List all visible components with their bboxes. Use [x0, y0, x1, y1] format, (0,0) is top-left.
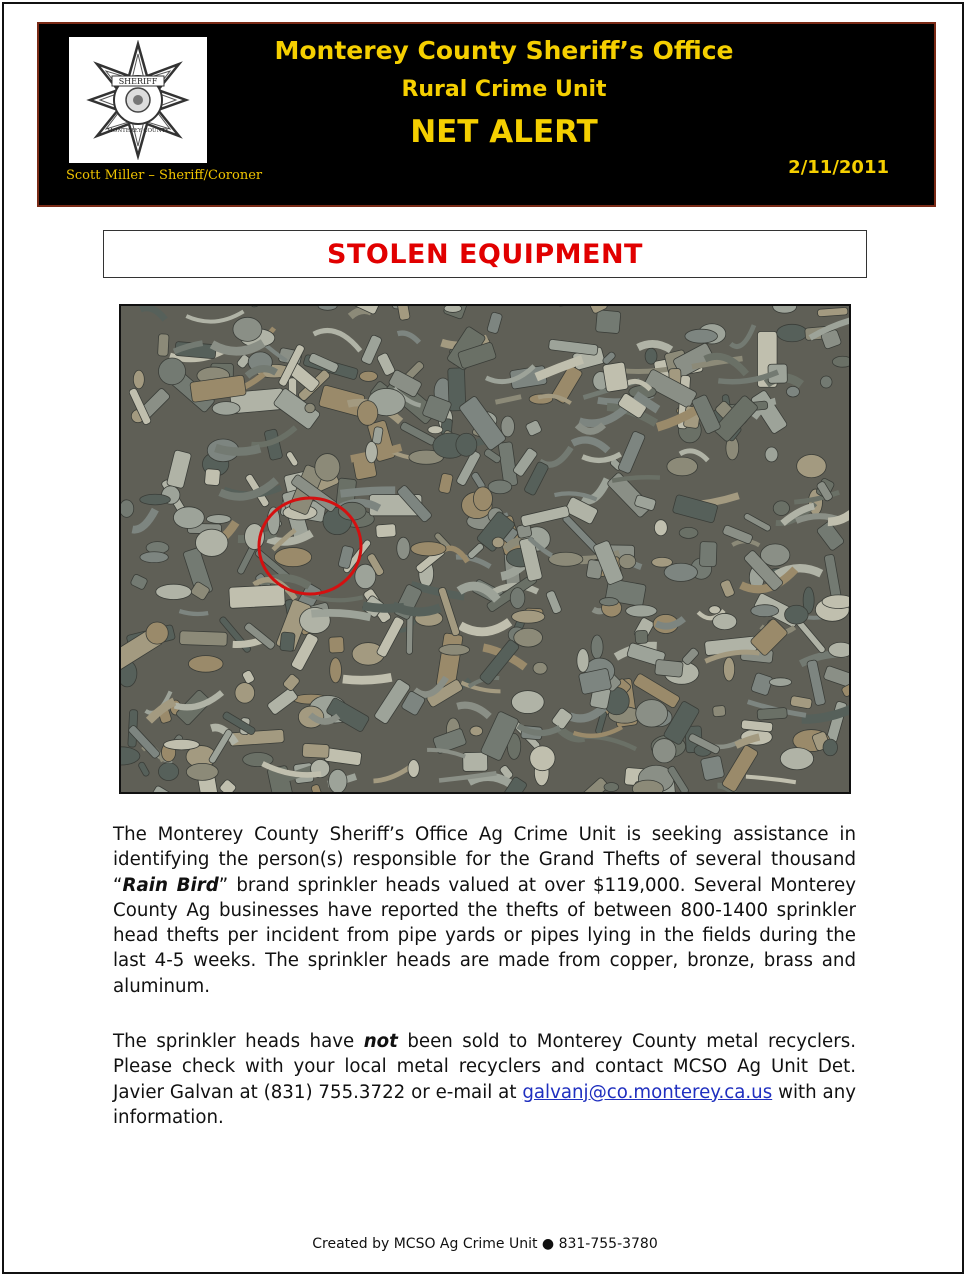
sprinkler-part: [164, 739, 200, 750]
sprinkler-part: [757, 707, 787, 720]
sprinkler-part: [820, 376, 832, 388]
sprinkler-part: [713, 613, 737, 629]
sprinkler-part: [397, 537, 410, 559]
sprinkler-part: [751, 605, 779, 617]
sprinkler-part: [439, 644, 470, 655]
sprinkler-part: [473, 487, 492, 511]
sprinkler-part: [679, 527, 698, 538]
sprinkler-part: [204, 469, 220, 486]
sprinkler-part: [514, 628, 543, 647]
alert-date: 2/11/2011: [788, 157, 889, 178]
sprinkler-part: [215, 448, 260, 452]
sprinkler-part: [786, 386, 799, 397]
sprinkler-part: [315, 454, 340, 481]
p1-text-b: ” brand sprinkler heads valued at over $119,000. Several Monterey County Ag businesses have reported the thefts of between 800-1400 sprinkler head thefts per incident from pipe yards or pipes lying in the fields during the last 4-5 weeks. The sprinkler heads are made from copper, bronze, brass and aluminum.: [113, 874, 856, 997]
sprinkler-part: [212, 402, 240, 416]
sprinkler-part: [359, 371, 377, 381]
office-name: Monterey County Sheriff’s Office: [274, 36, 734, 65]
sprinkler-part: [376, 524, 397, 538]
sprinkler-part: [769, 678, 791, 687]
sprinkler-part: [311, 613, 370, 617]
sprinkler-part: [444, 306, 461, 312]
sprinkler-part: [146, 622, 168, 644]
sprinkler-part: [709, 606, 721, 614]
sprinkler-part: [158, 763, 178, 781]
sprinkler-part: [411, 542, 446, 556]
sprinkler-part: [206, 515, 231, 524]
badge-top-text: SHERIFF: [118, 77, 158, 86]
sprinkler-part: [636, 700, 668, 727]
sheriff-name: Scott Miller – Sheriff/Coroner: [66, 168, 263, 183]
sprinkler-part: [366, 441, 378, 462]
sprinkler-part: [785, 605, 809, 624]
sprinkler-part: [511, 691, 544, 714]
sprinkler-part: [121, 500, 134, 518]
sprinkler-part: [626, 605, 657, 617]
sprinkler-part: [577, 649, 589, 673]
alert-type: NET ALERT: [410, 114, 598, 150]
sprinkler-part: [828, 642, 849, 657]
sprinkler-part: [654, 520, 667, 536]
sprinkler-part: [173, 507, 204, 529]
sprinkler-part: [655, 659, 684, 677]
sprinkler-part: [340, 490, 395, 493]
sprinkler-part: [685, 329, 718, 343]
sprinkler-part: [156, 584, 192, 599]
sprinkler-part: [456, 433, 477, 456]
sprinkler-part: [408, 760, 419, 778]
sprinkler-part: [330, 658, 342, 683]
brand-name: Rain Bird: [122, 874, 219, 896]
sprinkler-part: [823, 739, 837, 756]
sprinkler-part: [140, 552, 168, 563]
alert-header: [37, 22, 936, 207]
sprinkler-part: [235, 683, 255, 704]
sprinkler-part: [186, 763, 218, 780]
sprinkler-part: [158, 334, 169, 357]
sprinkler-part: [596, 310, 621, 334]
sprinkler-part: [530, 746, 555, 771]
sprinkler-part: [591, 635, 603, 659]
sprinkler-part: [158, 358, 185, 385]
sprinkler-part: [229, 585, 285, 609]
sprinkler-part: [492, 537, 504, 548]
sprinkler-part: [664, 563, 697, 581]
sprinkler-part: [280, 632, 296, 652]
sprinkler-part: [305, 403, 315, 413]
sprinkler-part: [797, 454, 827, 477]
sprinkler-part: [713, 705, 726, 717]
unit-name: Rural Crime Unit: [401, 77, 607, 102]
p2-text-c: with any information.: [113, 1081, 856, 1128]
sprinkler-part: [773, 501, 789, 516]
sprinkler-part: [343, 677, 392, 680]
sprinkler-part: [188, 656, 223, 673]
sprinkler-heads-image: [121, 306, 849, 792]
sprinkler-part: [817, 307, 848, 317]
sprinkler-part: [832, 356, 849, 367]
sprinkler-part: [302, 743, 329, 758]
description-paragraph: [113, 822, 856, 999]
sprinkler-part: [533, 662, 547, 674]
sprinkler-part: [723, 657, 734, 681]
sprinkler-part: [140, 494, 171, 505]
sprinkler-part: [180, 631, 228, 646]
sprinkler-part: [699, 542, 717, 567]
sprinkler-part: [765, 447, 778, 462]
sprinkler-part: [512, 610, 545, 623]
sprinkler-part: [653, 739, 676, 763]
sprinkler-part: [470, 726, 483, 736]
sprinkler-part: [603, 362, 629, 393]
badge-bottom-text: MONTEREY COUNTY: [107, 128, 169, 134]
sprinkler-part: [488, 480, 512, 494]
sprinkler-part: [428, 426, 443, 434]
p2-text-a: The sprinkler heads have: [113, 1031, 364, 1052]
title-box: [103, 230, 867, 278]
evidence-photo: [119, 304, 851, 794]
sprinkler-part: [635, 630, 648, 644]
sprinkler-part: [463, 752, 488, 771]
p1-text-a: The Monterey County Sheriff’s Office Ag Crime Unit is seeking assistance in identifying the person(s) responsible for the Grand Thefts of several thousand “: [113, 824, 856, 896]
sprinkler-part: [329, 769, 347, 792]
sprinkler-part: [274, 548, 311, 567]
sprinkler-part: [604, 783, 619, 792]
sprinkler-part: [357, 401, 377, 426]
email-link[interactable]: galvanj@co.monterey.ca.us: [522, 1081, 773, 1103]
contact-paragraph: [113, 1029, 856, 1130]
sprinkler-part: [133, 370, 144, 389]
sprinkler-part: [233, 317, 262, 341]
not-emphasis: not: [363, 1031, 398, 1052]
sprinkler-part: [549, 552, 583, 566]
sprinkler-part: [196, 529, 228, 556]
sprinkler-part: [700, 755, 724, 780]
page-title: STOLEN EQUIPMENT: [327, 239, 643, 270]
p2-text-b: been sold to Monterey County metal recyclers. Please check with your local metal recyclers and contact MCSO Ag Unit Det. Javier Galvan at (831) 755.3722 or e-mail at: [113, 1031, 856, 1103]
sprinkler-part: [822, 595, 849, 609]
sprinkler-part: [667, 457, 698, 476]
sprinkler-part: [600, 598, 619, 606]
sprinkler-part: [510, 588, 525, 609]
footer-credit: Created by MCSO Ag Crime Unit ● 831-755-3780: [312, 1236, 658, 1252]
sprinkler-part: [780, 748, 813, 770]
sprinkler-part: [329, 637, 344, 654]
sprinkler-part: [619, 554, 636, 568]
sprinkler-part: [777, 324, 808, 341]
